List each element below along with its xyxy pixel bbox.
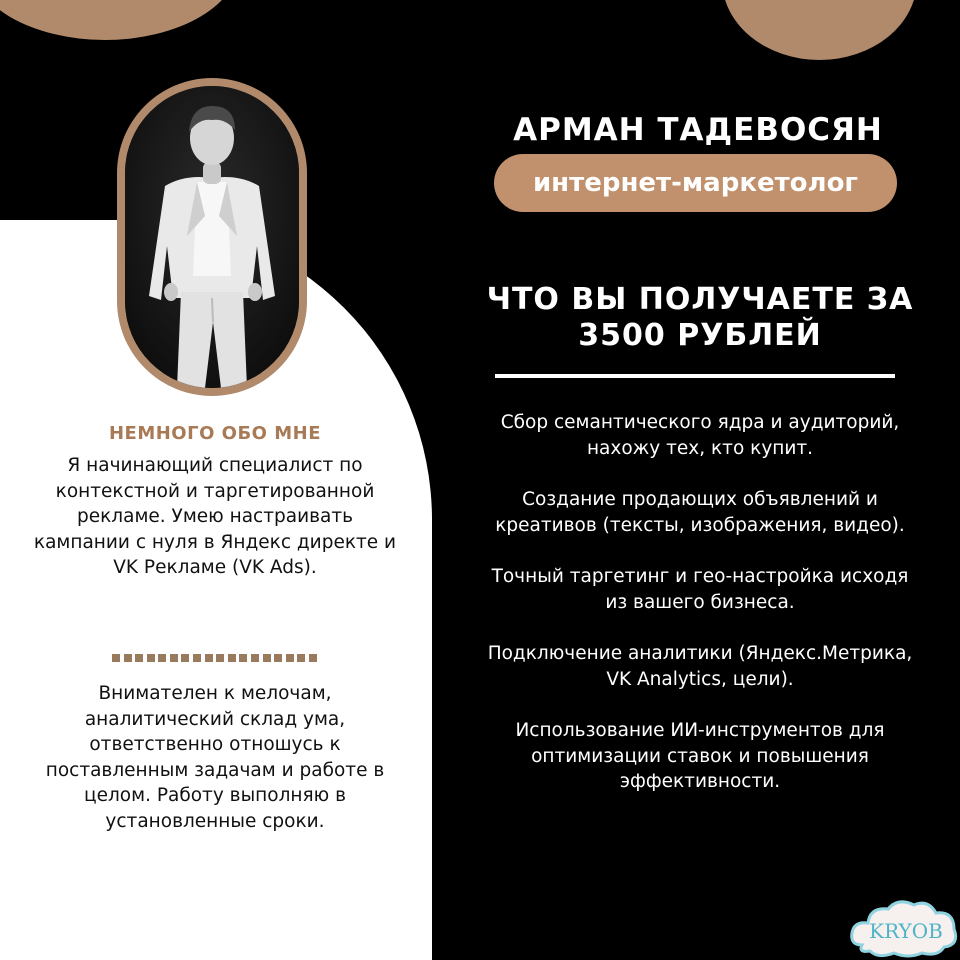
dotted-divider [112, 654, 317, 662]
decorative-blob-top-right [722, 0, 917, 60]
cloud-logo-icon [848, 893, 960, 960]
about-text-secondary: Внимателен к мелочам, аналитический склад ума, ответственно отношусь к поставленным задачам и работе в целом. Работу выполняю в установленные сроки. [45, 683, 385, 832]
about-title: НЕМНОГО ОБО МНЕ [108, 423, 322, 444]
offer-item: Использование ИИ-инструментов для оптимизации ставок и повышения эффективности. [515, 720, 885, 792]
offer-item: Сбор семантического ядра и аудиторий, нахожу тех, кто купит. [500, 412, 900, 459]
portrait-photo [125, 86, 299, 388]
offer-item: Создание продающих объявлений и креативов (тексты, изображения, видео). [495, 489, 905, 536]
logo-text: KRYOB [869, 919, 943, 943]
title-underline [495, 374, 895, 378]
person-name: АРМАН ТАДЕВОСЯН [513, 112, 883, 148]
offer-list [480, 410, 920, 821]
decorative-blob-top-left [0, 0, 240, 40]
offer-item: Подключение аналитики (Яндекс.Метрика, VK Analytics, цели). [487, 643, 913, 690]
role-badge: интернет-маркетолог [494, 154, 897, 212]
portrait-photo-icon [125, 86, 299, 388]
offer-title: ЧТО ВЫ ПОЛУЧАЕТЕ ЗА 3500 РУБЛЕЙ [486, 282, 914, 353]
about-text: Я начинающий специалист по контекстной и таргетированной рекламе. Умею настраивать кампании с нуля в Яндекс директе и VK Рекламе (VK Ads). [33, 455, 397, 578]
offer-item: Точный таргетинг и гео-настройка исходя из вашего бизнеса. [491, 566, 909, 613]
